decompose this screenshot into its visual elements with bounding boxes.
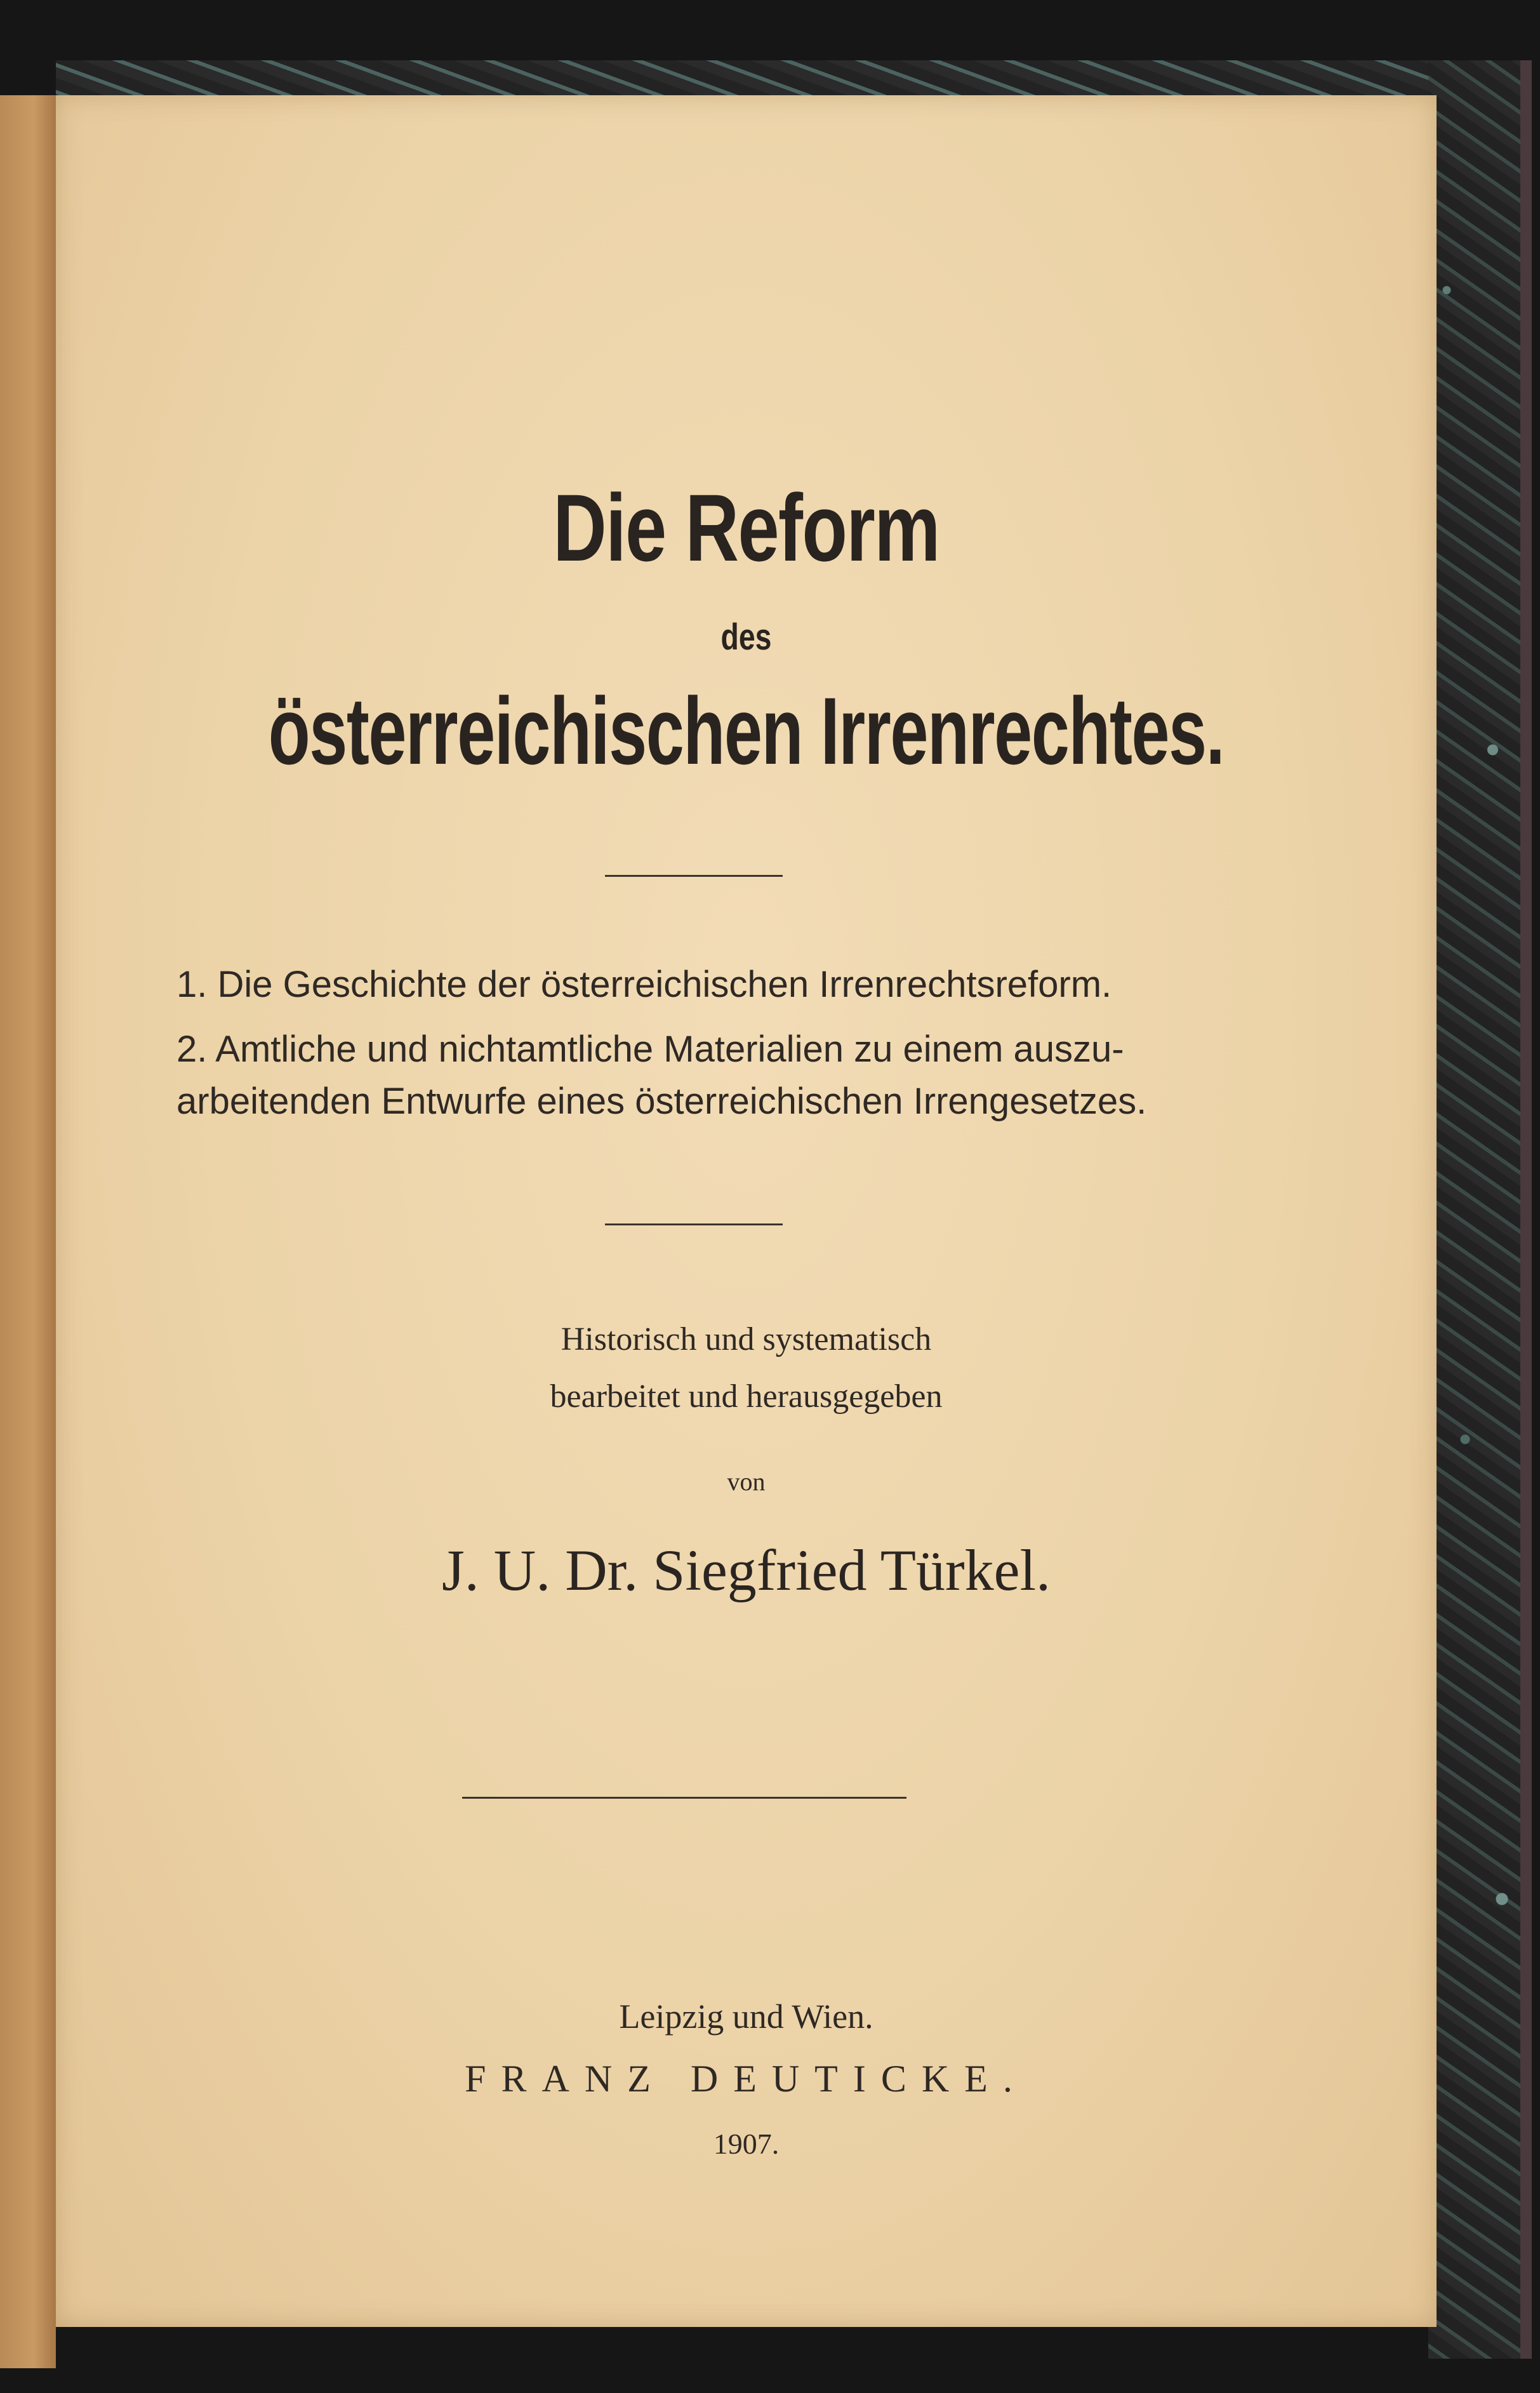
divider-rule-3 bbox=[462, 1797, 906, 1799]
author-name: J. U. Dr. Siegfried Türkel. bbox=[441, 1538, 1051, 1603]
marbled-cover-board bbox=[1428, 60, 1532, 2359]
book-title-subject: österreichischen Irrenrechtes. bbox=[268, 677, 1225, 784]
book-title-connector: des bbox=[720, 617, 772, 658]
byline-line-1: Historisch und systematisch bbox=[561, 1321, 932, 1357]
book-title: Die Reform bbox=[553, 474, 939, 581]
contents-item: arbeitenden Entwurfe eines österreichischen Irrengesetzes. bbox=[176, 1081, 1147, 1122]
contents-item: 2. Amtliche und nichtamtliche Materialien zu einem auszu- bbox=[176, 1029, 1124, 1070]
contents-list bbox=[176, 959, 1319, 1128]
divider-rule-2 bbox=[605, 1223, 783, 1225]
divider-rule-1 bbox=[605, 875, 783, 877]
imprint-publisher: FRANZ DEUTICKE. bbox=[465, 2058, 1028, 2100]
byline-line-3: von bbox=[727, 1467, 766, 1496]
contents-item: 1. Die Geschichte der österreichischen Irrenrechtsreform. bbox=[176, 964, 1112, 1005]
facing-page-edge bbox=[0, 95, 56, 2368]
imprint-year: 1907. bbox=[713, 2128, 780, 2160]
title-page bbox=[56, 95, 1437, 2327]
byline-line-2: bearbeitet und herausgegeben bbox=[550, 1378, 943, 1415]
imprint-place: Leipzig und Wien. bbox=[619, 1997, 873, 2036]
